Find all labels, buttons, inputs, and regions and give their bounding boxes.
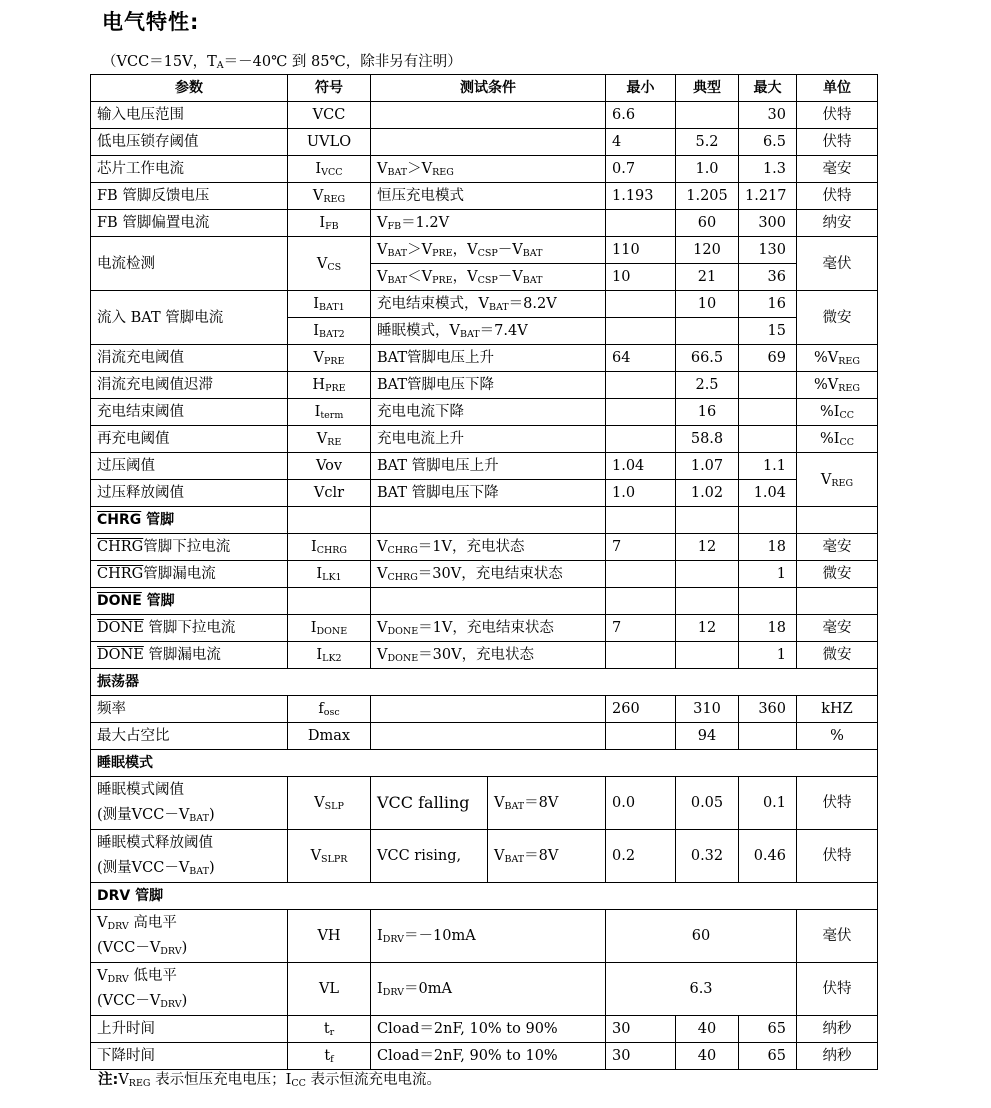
symbol-cell: $I_{VCC}$ (288, 156, 371, 183)
condition-cell: $I_{DRV}=0mA$ (371, 963, 606, 1016)
max-cell: 1 (739, 561, 797, 588)
max-cell: 36 (739, 264, 797, 291)
unit-cell: $V_{REG}$ (797, 453, 878, 507)
typ-cell: 6.3 (606, 963, 797, 1016)
param-cell: 输入电压范围 (91, 102, 288, 129)
symbol-cell: $V_{REG}$ (288, 183, 371, 210)
param-cell: 流入 BAT 管脚电流 (91, 291, 288, 345)
typ-cell: 40 (676, 1043, 739, 1070)
min-cell: 7 (606, 615, 676, 642)
table-row (91, 237, 878, 264)
typ-cell: 21 (676, 264, 739, 291)
condition-cell: $V_{BAT}=8V$ (488, 777, 606, 830)
typ-cell: 12 (676, 615, 739, 642)
max-cell: 1.3 (739, 156, 797, 183)
unit-cell: % (797, 723, 878, 750)
unit-cell: 微安 (797, 291, 878, 345)
section-label: DONE 管脚 (91, 588, 288, 615)
table-row (91, 1043, 878, 1070)
condition-cell: BAT 管脚电压上升 (371, 453, 606, 480)
unit-cell: $\%V_{REG}$ (797, 372, 878, 399)
condition-cell: $V_{BAT}=8V$ (488, 830, 606, 883)
table-row (91, 777, 878, 830)
param-cell: 上升时间 (91, 1016, 288, 1043)
condition-cell: 充电电流下降 (371, 399, 606, 426)
section-row-sleep-mode (91, 750, 878, 777)
header-max: 最大 (739, 75, 797, 102)
symbol-cell: $I_{CHRG}$ (288, 534, 371, 561)
param-cell: 最大占空比 (91, 723, 288, 750)
table-row (91, 345, 878, 372)
symbol-cell: $I_{LK1}$ (288, 561, 371, 588)
min-cell (606, 318, 676, 345)
symbol-cell: $V_{PRE}$ (288, 345, 371, 372)
max-cell: 300 (739, 210, 797, 237)
max-cell: 6.5 (739, 129, 797, 156)
typ-cell: 0.32 (676, 830, 739, 883)
condition-cell: $V_{DONE}=30V$，充电状态 (371, 642, 606, 669)
symbol-cell: $f_{osc}$ (288, 696, 371, 723)
section-row-oscillator (91, 669, 878, 696)
typ-cell (676, 561, 739, 588)
symbol-cell: UVLO (288, 129, 371, 156)
min-cell: 1.0 (606, 480, 676, 507)
unit-cell: 微安 (797, 642, 878, 669)
unit-cell: 伏特 (797, 183, 878, 210)
table-row (91, 963, 878, 1016)
condition-cell (371, 129, 606, 156)
param-cell: 睡眠模式释放阈值 (测量$VCC-V_{BAT}$) (91, 830, 288, 883)
table-row (91, 372, 878, 399)
condition-cell (371, 102, 606, 129)
section-row-drv (91, 883, 878, 910)
symbol-cell: $I_{FB}$ (288, 210, 371, 237)
unit-cell: 纳秒 (797, 1043, 878, 1070)
footnote (98, 1068, 441, 1089)
condition-cell: 充电电流上升 (371, 426, 606, 453)
min-cell (606, 426, 676, 453)
max-cell (739, 426, 797, 453)
electrical-characteristics-table (90, 74, 878, 1070)
max-cell (739, 399, 797, 426)
unit-cell: 毫伏 (797, 910, 878, 963)
typ-cell: 12 (676, 534, 739, 561)
max-cell: 18 (739, 615, 797, 642)
min-cell: 4 (606, 129, 676, 156)
min-cell: 6.6 (606, 102, 676, 129)
table-row (91, 1016, 878, 1043)
typ-cell (676, 642, 739, 669)
symbol-cell: $H_{PRE}$ (288, 372, 371, 399)
unit-cell: 微安 (797, 561, 878, 588)
typ-cell: 16 (676, 399, 739, 426)
typ-cell: 120 (676, 237, 739, 264)
unit-cell: 毫安 (797, 156, 878, 183)
min-cell: 1.193 (606, 183, 676, 210)
param-cell: 过压释放阈值 (91, 480, 288, 507)
symbol-cell: $V_{RE}$ (288, 426, 371, 453)
max-cell: 1.217 (739, 183, 797, 210)
max-cell: 16 (739, 291, 797, 318)
param-cell: $V_{DRV}$ 高电平 $(VCC-V_{DRV})$ (91, 910, 288, 963)
min-cell (606, 642, 676, 669)
table-row (91, 561, 878, 588)
symbol-cell: Vov (288, 453, 371, 480)
symbol-cell: Vclr (288, 480, 371, 507)
condition-cell: $V_{BAT}<V_{PRE}$，$V_{CSP}-V_{BAT}$ (371, 264, 606, 291)
min-cell: 30 (606, 1043, 676, 1070)
condition-cell: VCC falling (371, 777, 488, 830)
min-cell: 1.04 (606, 453, 676, 480)
min-cell (606, 291, 676, 318)
header-symbol: 符号 (288, 75, 371, 102)
typ-cell: 60 (676, 210, 739, 237)
typ-cell: 66.5 (676, 345, 739, 372)
table-row (91, 615, 878, 642)
min-cell: 64 (606, 345, 676, 372)
min-cell: 0.2 (606, 830, 676, 883)
min-cell: 10 (606, 264, 676, 291)
max-cell: 130 (739, 237, 797, 264)
symbol-cell: VCC (288, 102, 371, 129)
max-cell: 1.04 (739, 480, 797, 507)
unit-cell: 纳秒 (797, 1016, 878, 1043)
table-header-row (91, 75, 878, 102)
min-cell: 7 (606, 534, 676, 561)
condition-cell: Cload＝2nF, 90% to 10% (371, 1043, 606, 1070)
table-row (91, 534, 878, 561)
symbol-cell: $t_r$ (288, 1016, 371, 1043)
param-cell: 充电结束阈值 (91, 399, 288, 426)
symbol-cell: $I_{LK2}$ (288, 642, 371, 669)
unit-cell: 伏特 (797, 963, 878, 1016)
header-test-condition: 测试条件 (371, 75, 606, 102)
param-cell: DONE 管脚漏电流 (91, 642, 288, 669)
unit-cell: 毫伏 (797, 237, 878, 291)
param-cell: $V_{DRV}$ 低电平 $(VCC-V_{DRV})$ (91, 963, 288, 1016)
table-row (91, 642, 878, 669)
min-cell (606, 723, 676, 750)
condition-cell: VCC rising, (371, 830, 488, 883)
param-cell: 涓流充电阈值迟滞 (91, 372, 288, 399)
min-cell: 110 (606, 237, 676, 264)
symbol-cell: $V_{SLP}$ (288, 777, 371, 830)
symbol-cell: VL (288, 963, 371, 1016)
param-cell: 过压阈值 (91, 453, 288, 480)
max-cell (739, 723, 797, 750)
table-row (91, 723, 878, 750)
unit-cell: 伏特 (797, 830, 878, 883)
unit-cell: $\%I_{CC}$ (797, 426, 878, 453)
header-typ: 典型 (676, 75, 739, 102)
condition-cell (371, 723, 606, 750)
header-unit: 单位 (797, 75, 878, 102)
symbol-cell: $V_{CS}$ (288, 237, 371, 291)
condition-cell: $I_{DRV}=-10mA$ (371, 910, 606, 963)
section-label: CHRG 管脚 (91, 507, 288, 534)
param-cell: 再充电阈值 (91, 426, 288, 453)
max-cell: 0.46 (739, 830, 797, 883)
condition-cell: Cload＝2nF, 10% to 90% (371, 1016, 606, 1043)
table-row (91, 830, 878, 883)
table-row (91, 156, 878, 183)
footnote-label: 注: (98, 1072, 119, 1088)
param-cell: 涓流充电阈值 (91, 345, 288, 372)
min-cell: 260 (606, 696, 676, 723)
condition-cell: BAT管脚电压下降 (371, 372, 606, 399)
table-row (91, 210, 878, 237)
max-cell: 0.1 (739, 777, 797, 830)
max-cell: 65 (739, 1016, 797, 1043)
min-cell (606, 210, 676, 237)
param-cell: CHRG管脚下拉电流 (91, 534, 288, 561)
typ-cell: 40 (676, 1016, 739, 1043)
min-cell: 30 (606, 1016, 676, 1043)
condition-cell: 恒压充电模式 (371, 183, 606, 210)
typ-cell: 60 (606, 910, 797, 963)
param-cell: 下降时间 (91, 1043, 288, 1070)
header-min: 最小 (606, 75, 676, 102)
table-row (91, 129, 878, 156)
typ-cell (676, 102, 739, 129)
condition-cell: BAT管脚电压上升 (371, 345, 606, 372)
min-cell: 0.0 (606, 777, 676, 830)
max-cell: 360 (739, 696, 797, 723)
max-cell: 1.1 (739, 453, 797, 480)
param-cell: FB 管脚反馈电压 (91, 183, 288, 210)
typ-cell: 0.05 (676, 777, 739, 830)
table-row (91, 183, 878, 210)
param-cell: CHRG管脚漏电流 (91, 561, 288, 588)
typ-cell: 310 (676, 696, 739, 723)
header-param: 参数 (91, 75, 288, 102)
unit-cell: $\%I_{CC}$ (797, 399, 878, 426)
symbol-cell: Dmax (288, 723, 371, 750)
condition-cell: $V_{BAT}>V_{PRE}$，$V_{CSP}-V_{BAT}$ (371, 237, 606, 264)
max-cell: 30 (739, 102, 797, 129)
typ-cell (676, 318, 739, 345)
max-cell (739, 372, 797, 399)
typ-cell: 1.07 (676, 453, 739, 480)
unit-cell: 纳安 (797, 210, 878, 237)
section-row-chrg (91, 507, 878, 534)
symbol-cell: $I_{BAT2}$ (288, 318, 371, 345)
max-cell: 1 (739, 642, 797, 669)
param-cell: 频率 (91, 696, 288, 723)
min-cell (606, 372, 676, 399)
condition-cell: $V_{BAT}>V_{REG}$ (371, 156, 606, 183)
param-cell: 电流检测 (91, 237, 288, 291)
condition-cell: $V_{CHRG}=1V$，充电状态 (371, 534, 606, 561)
typ-cell: 5.2 (676, 129, 739, 156)
unit-cell: 伏特 (797, 102, 878, 129)
max-cell: 18 (739, 534, 797, 561)
typ-cell: 58.8 (676, 426, 739, 453)
section-row-done (91, 588, 878, 615)
min-cell (606, 561, 676, 588)
param-cell: 睡眠模式阈值 (测量$VCC-V_{BAT}$) (91, 777, 288, 830)
symbol-cell: VH (288, 910, 371, 963)
unit-cell: 伏特 (797, 777, 878, 830)
symbol-cell: $I_{DONE}$ (288, 615, 371, 642)
condition-cell: 睡眠模式，$V_{BAT}=7.4V$ (371, 318, 606, 345)
condition-cell: $V_{CHRG}=30V$，充电结束状态 (371, 561, 606, 588)
typ-cell: 94 (676, 723, 739, 750)
condition-cell: BAT 管脚电压下降 (371, 480, 606, 507)
page-title: 电气特性: (102, 10, 200, 34)
symbol-cell: $V_{SLPR}$ (288, 830, 371, 883)
min-cell (606, 399, 676, 426)
section-label: DRV 管脚 (91, 883, 878, 910)
max-cell: 69 (739, 345, 797, 372)
table-row (91, 696, 878, 723)
param-cell: 芯片工作电流 (91, 156, 288, 183)
table-row (91, 910, 878, 963)
max-cell: 65 (739, 1043, 797, 1070)
unit-cell: 毫安 (797, 615, 878, 642)
unit-cell: kHZ (797, 696, 878, 723)
param-cell: 低电压锁存阈值 (91, 129, 288, 156)
section-label: 振荡器 (91, 669, 878, 696)
typ-cell: 1.205 (676, 183, 739, 210)
typ-cell: 2.5 (676, 372, 739, 399)
table-row (91, 426, 878, 453)
symbol-cell: $I_{term}$ (288, 399, 371, 426)
param-cell: FB 管脚偏置电流 (91, 210, 288, 237)
footnote-text: $V_{REG}$ 表示恒压充电电压；$I_{CC}$ 表示恒流充电电流。 (118, 1072, 441, 1089)
test-conditions: （VCC＝15V，$T_A=-40℃$ 到 85℃，除非另有注明） (102, 54, 462, 71)
section-label: 睡眠模式 (91, 750, 878, 777)
symbol-cell: $t_f$ (288, 1043, 371, 1070)
typ-cell: 1.02 (676, 480, 739, 507)
min-cell: 0.7 (606, 156, 676, 183)
condition-cell: $V_{FB}=1.2V$ (371, 210, 606, 237)
table-row (91, 102, 878, 129)
condition-cell: 充电结束模式，$V_{BAT}=8.2V$ (371, 291, 606, 318)
table-row (91, 399, 878, 426)
unit-cell: 毫安 (797, 534, 878, 561)
table-row (91, 453, 878, 480)
param-cell: DONE 管脚下拉电流 (91, 615, 288, 642)
condition-cell (371, 696, 606, 723)
symbol-cell: $I_{BAT1}$ (288, 291, 371, 318)
typ-cell: 1.0 (676, 156, 739, 183)
condition-cell: $V_{DONE}=1V$，充电结束状态 (371, 615, 606, 642)
unit-cell: 伏特 (797, 129, 878, 156)
unit-cell: $\%V_{REG}$ (797, 345, 878, 372)
table-row (91, 480, 878, 507)
max-cell: 15 (739, 318, 797, 345)
table-row (91, 291, 878, 318)
typ-cell: 10 (676, 291, 739, 318)
